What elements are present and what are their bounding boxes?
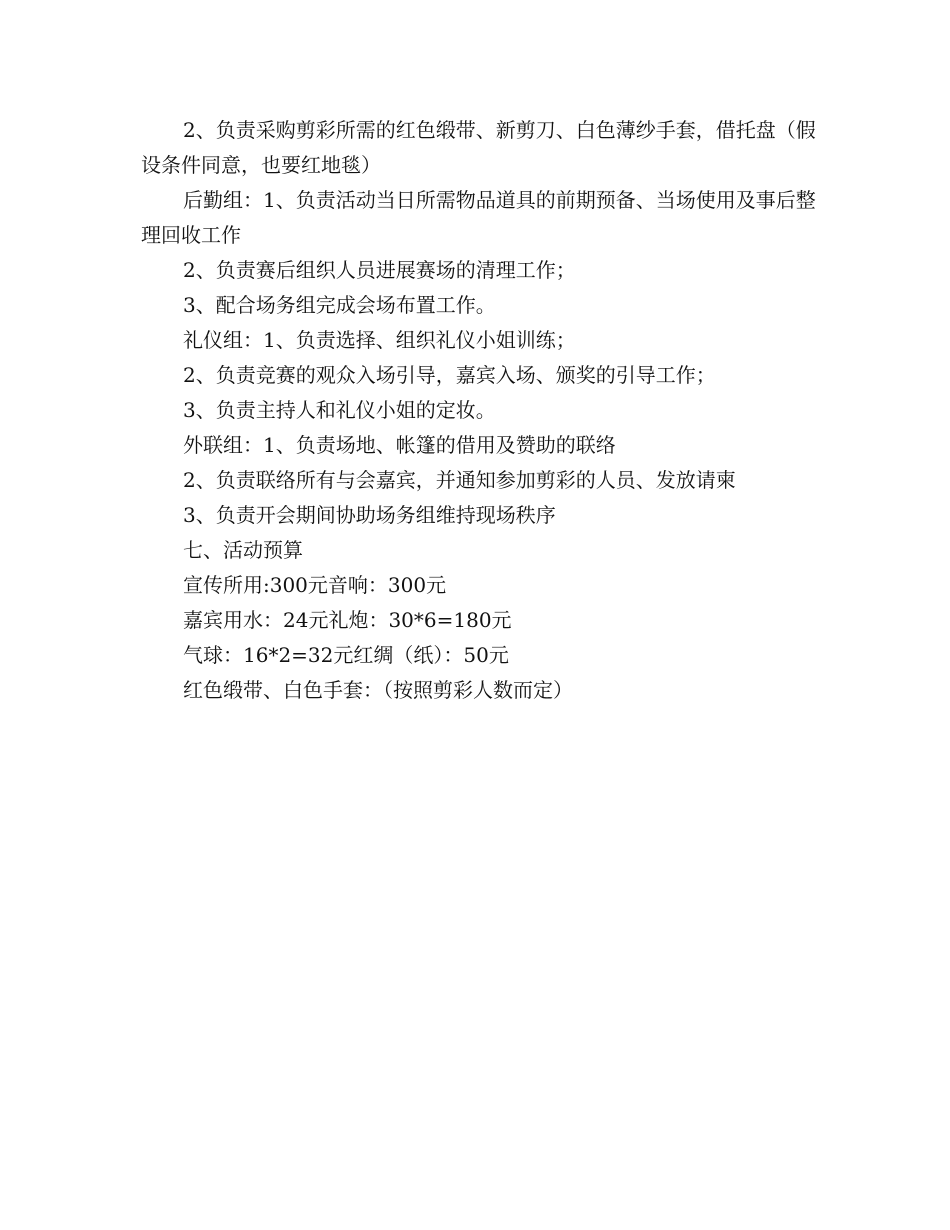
paragraph-liaison-group: 外联组：1、负责场地、帐篷的借用及赞助的联络	[183, 433, 616, 457]
paragraph-purchase-items: 2、负责采购剪彩所需的红色缎带、新剪刀、白色薄纱手套，借托盘（假设条件同意，也要红地毯）	[141, 118, 816, 177]
paragraph-logistics-venue: 3、配合场务组完成会场布置工作。	[183, 293, 496, 317]
document-body	[141, 113, 817, 708]
paragraph-logistics-group: 后勤组：1、负责活动当日所需物品道具的前期预备、当场使用及事后整理回收工作	[141, 188, 816, 247]
paragraph-logistics-cleanup: 2、负责赛后组织人员进展赛场的清理工作；	[183, 258, 576, 282]
budget-line-balloons: 气球：16*2=32元红绸（纸）：50元	[183, 643, 509, 667]
section-heading-budget: 七、活动预算	[183, 538, 303, 562]
paragraph-etiquette-makeup: 3、负责主持人和礼仪小姐的定妆。	[183, 398, 496, 422]
paragraph-etiquette-guiding: 2、负责竞赛的观众入场引导，嘉宾入场、颁奖的引导工作；	[183, 363, 716, 387]
budget-line-publicity: 宣传所用:300元音响：300元	[183, 573, 447, 597]
paragraph-liaison-guests: 2、负责联络所有与会嘉宾，并通知参加剪彩的人员、发放请柬	[183, 468, 736, 492]
paragraph-etiquette-group: 礼仪组：1、负责选择、组织礼仪小姐训练；	[183, 328, 576, 352]
budget-line-ribbons: 红色缎带、白色手套：（按照剪彩人数而定）	[183, 678, 573, 702]
budget-line-water: 嘉宾用水：24元礼炮：30*6=180元	[183, 608, 512, 632]
paragraph-liaison-order: 3、负责开会期间协助场务组维持现场秩序	[183, 503, 556, 527]
